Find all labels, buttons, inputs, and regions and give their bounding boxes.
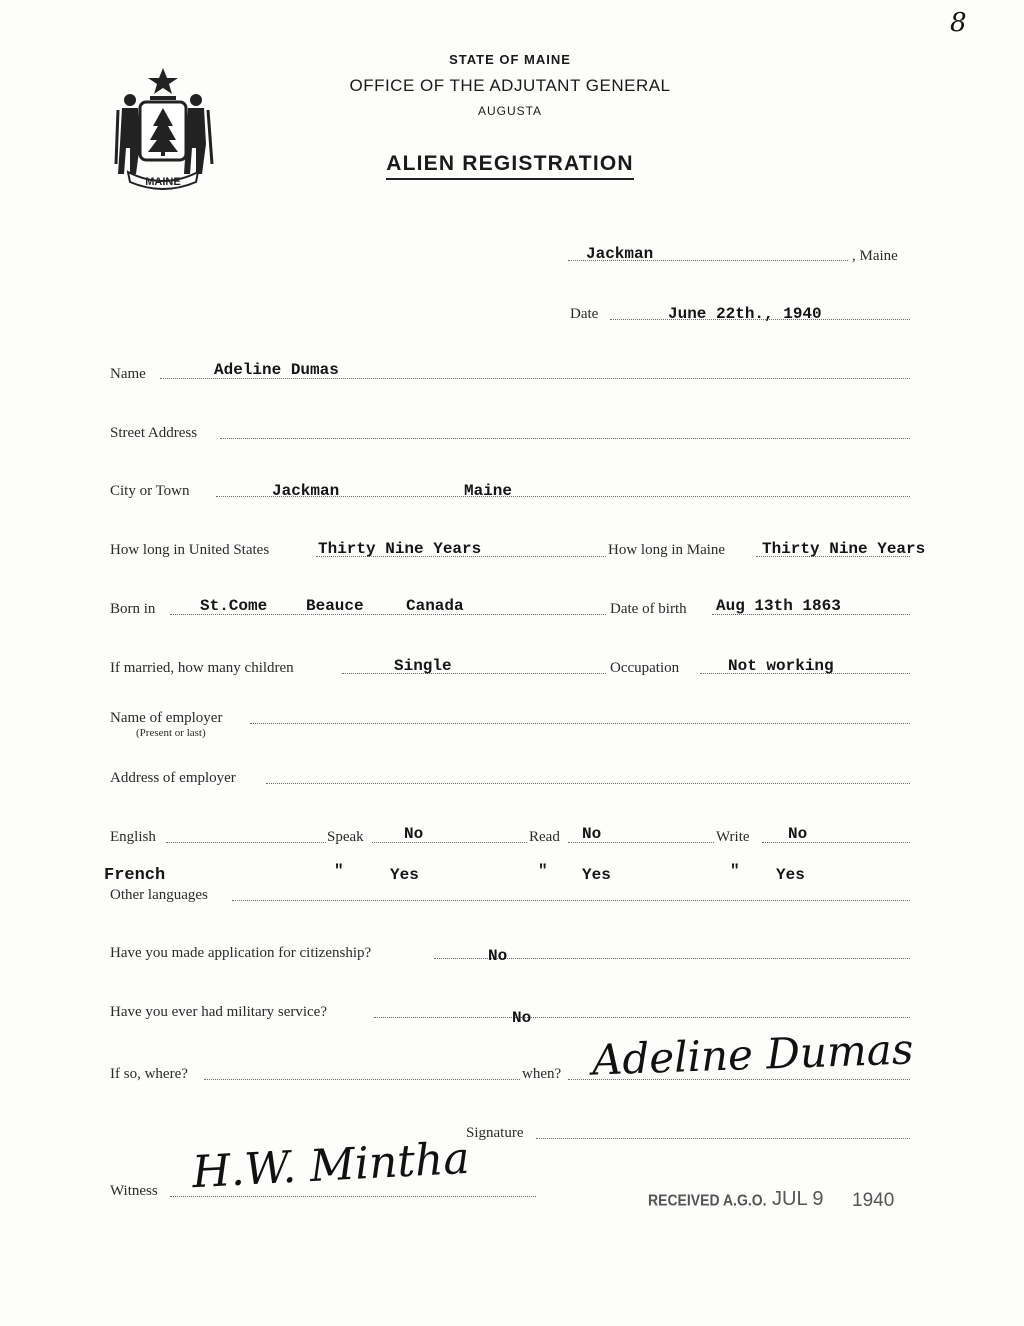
- city-state-value: Maine: [464, 482, 513, 500]
- speak-label: Speak: [327, 829, 364, 845]
- occupation-label: Occupation: [610, 660, 680, 676]
- signature-label: Signature: [466, 1125, 524, 1141]
- other-read-value: Yes: [582, 866, 611, 884]
- employer-name-label: Name of employer: [110, 710, 223, 726]
- citizenship-label: Have you made application for citizenship?: [110, 945, 372, 961]
- ditto-write: ": [730, 862, 740, 880]
- state-suffix: , Maine: [852, 248, 898, 264]
- write-label: Write: [716, 829, 750, 845]
- read-label: Read: [529, 829, 560, 845]
- other-write-value: Yes: [776, 866, 805, 884]
- received-stamp-date: JUL 9: [772, 1188, 824, 1210]
- dob-value: Aug 13th 1863: [716, 597, 841, 615]
- seal-text: MAINE: [145, 176, 181, 188]
- name-label: Name: [110, 366, 146, 382]
- date-label: Date: [570, 306, 599, 322]
- occupation-value: Not working: [728, 657, 834, 675]
- form-title: ALIEN REGISTRATION: [300, 152, 720, 176]
- received-stamp-label: RECEIVED A.G.O.: [648, 1191, 767, 1209]
- dob-label: Date of birth: [610, 601, 687, 617]
- english-speak-value: No: [404, 825, 424, 843]
- witness-signature: H.W. Mintha: [190, 1132, 471, 1199]
- received-stamp-year: 1940: [852, 1190, 895, 1211]
- children-label: If married, how many children: [110, 660, 294, 676]
- english-read-value: No: [582, 825, 602, 843]
- employer-name-sublabel: (Present or last): [136, 727, 206, 739]
- town-value: Jackman: [586, 245, 654, 263]
- years-us-value: Thirty Nine Years: [318, 540, 482, 558]
- born-county-value: Beauce: [306, 597, 364, 615]
- city-label: City or Town: [110, 483, 190, 499]
- other-language-name: French: [104, 866, 166, 885]
- ditto-speak: ": [334, 862, 344, 880]
- military-value: No: [512, 1009, 532, 1027]
- years-us-label: How long in United States: [110, 542, 270, 558]
- born-in-label: Born in: [110, 601, 156, 617]
- ditto-read: ": [538, 862, 548, 880]
- name-value: Adeline Dumas: [214, 361, 339, 379]
- office-heading: OFFICE OF THE ADJUTANT GENERAL: [349, 76, 671, 95]
- english-write-value: No: [788, 825, 808, 843]
- children-value: Single: [394, 657, 452, 675]
- military-label: Have you ever had military service?: [110, 1004, 327, 1020]
- when-label: when?: [522, 1066, 562, 1082]
- witness-label: Witness: [110, 1183, 158, 1199]
- state-heading: STATE OF MAINE: [449, 52, 571, 67]
- employer-address-label: Address of employer: [110, 770, 236, 786]
- where-label: If so, where?: [110, 1066, 188, 1082]
- date-value: June 22th., 1940: [668, 305, 822, 323]
- born-place-value: St.Come: [200, 597, 268, 615]
- english-label: English: [110, 829, 156, 845]
- city-value: Jackman: [272, 482, 340, 500]
- street-address-label: Street Address: [110, 425, 198, 441]
- years-maine-value: Thirty Nine Years: [762, 540, 926, 558]
- applicant-signature: Adeline Dumas: [591, 1024, 915, 1085]
- city-heading: AUGUSTA: [477, 104, 543, 118]
- other-speak-value: Yes: [390, 866, 419, 884]
- page-number: 8: [950, 8, 967, 38]
- citizenship-value: No: [488, 947, 508, 965]
- state-seal-icon: [110, 64, 216, 190]
- years-maine-label: How long in Maine: [608, 542, 726, 558]
- other-languages-label: Other languages: [110, 887, 208, 903]
- born-country-value: Canada: [406, 597, 464, 615]
